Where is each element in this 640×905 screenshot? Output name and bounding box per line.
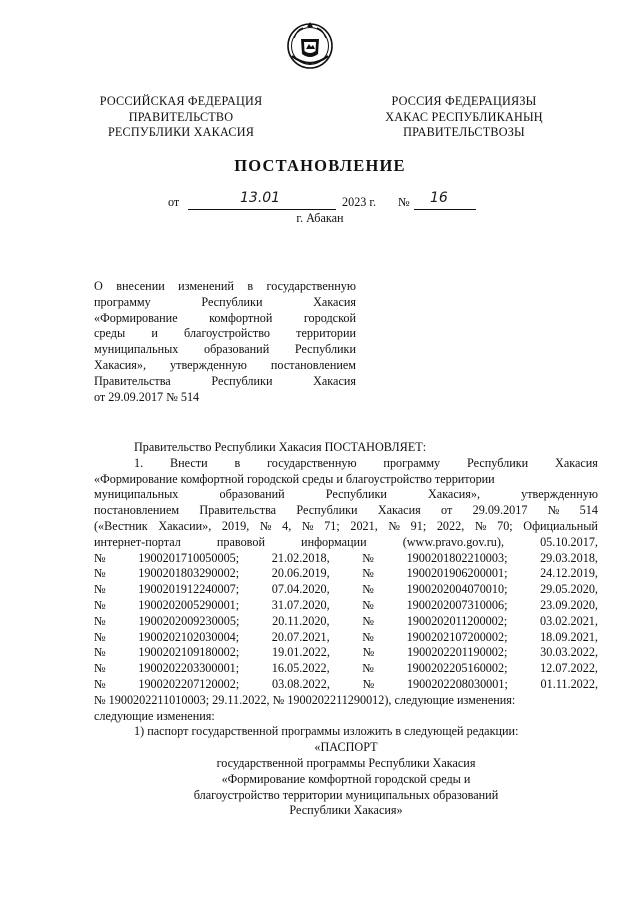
registry-row (94, 645, 598, 661)
registry-cell: № (94, 582, 106, 597)
registry-cell: 24.12.2019, (540, 566, 598, 581)
word: № (547, 503, 560, 518)
word: 4, (282, 518, 292, 533)
header-left-line: РЕСПУБЛИКИ ХАКАСИЯ (107, 125, 255, 139)
registry-cell: № (94, 613, 106, 628)
registry-cell: № (362, 550, 374, 565)
registry-cell: 1900202102030004; (138, 629, 240, 644)
header-right-line: ПРАВИТЕЛЬСТВОЗЫ (403, 125, 525, 139)
registry-cell: № (362, 629, 374, 644)
registry-cell: № (94, 661, 106, 676)
registry-cell: 1900202004070010; (406, 582, 508, 597)
word: интернет-портал (94, 534, 181, 549)
registry-cell: № (362, 582, 374, 597)
registry-cell: 1900201710050005; (138, 550, 240, 565)
registry-cell: 03.02.2021, (540, 613, 598, 628)
registry-cell: 23.09.2020, (540, 597, 598, 612)
registry-cell: 1900202208030001; (406, 676, 508, 691)
registry-cell: № (362, 661, 374, 676)
registry-cell: 16.05.2022, (271, 661, 330, 676)
subject-line: муниципальных образований Республики (94, 342, 356, 357)
registry-cell: 1900202005290001; (138, 597, 240, 612)
registry-cell: 20.06.2019, (271, 566, 330, 581)
registry-cell: 1900202109180002; (138, 645, 240, 660)
paragraph-line: «Формирование комфортной городской среды и благоустройство территории (94, 471, 495, 486)
word: образований (219, 487, 285, 502)
word: 1. (134, 455, 144, 470)
word: 514 (579, 503, 598, 518)
word: № (301, 518, 314, 533)
registry-row (94, 661, 598, 677)
registry-cell: 01.11.2022, (540, 676, 598, 691)
registry-cell: № (94, 629, 106, 644)
registry-cell: 21.02.2018, (271, 550, 330, 565)
word: Республики (467, 455, 529, 470)
subject-line: О внесении изменений в государственную (94, 279, 356, 293)
paragraph-line (94, 535, 598, 551)
registry-cell: № (94, 597, 106, 612)
subject-line: программу Республики Хакасия (94, 294, 356, 309)
word: 2022, (436, 518, 465, 533)
word: («Вестник (94, 518, 148, 533)
subject-line: Правительства Республики Хакасия (94, 373, 356, 388)
registry-cell: 1900202007310006; (406, 597, 508, 612)
registry-cell: 03.08.2022, (271, 676, 330, 691)
word: государственную (267, 455, 357, 470)
registry-cell: 12.07.2022, (540, 661, 598, 676)
body-text (94, 440, 598, 819)
subject-line: среды и благоустройство территории (94, 326, 356, 341)
word: муниципальных (94, 487, 179, 502)
registry-cell: № (94, 676, 106, 691)
coat-of-arms-emblem (285, 18, 335, 72)
word: № (474, 518, 487, 533)
registry-cell: № (362, 645, 375, 660)
word: 05.10.2017, (540, 534, 598, 549)
word: № (388, 518, 401, 533)
registry-cell: № (362, 566, 374, 581)
header-left-line: ПРАВИТЕЛЬСТВО (128, 109, 234, 124)
year-label: 2023 г. (342, 195, 377, 209)
word: от (441, 503, 453, 518)
registry-cell: 20.11.2020, (272, 613, 330, 628)
word: информации (301, 534, 367, 549)
word: Республики (296, 503, 358, 518)
registry-cell: 1900202009230005; (138, 613, 240, 628)
passport-line: Республики Хакасия» (289, 803, 403, 818)
header-right-kjh (366, 94, 562, 141)
registry-cell: 1900201906200001; (406, 566, 508, 581)
paragraph-line (94, 503, 598, 519)
paragraph-line (94, 519, 598, 535)
passport-line: «Формирование комфортной городской среды и (221, 771, 471, 786)
registry-cell: № (362, 676, 375, 691)
subject-line: «Формирование комфортной городской (94, 310, 356, 325)
document-title: ПОСТАНОВЛЕНИЕ (234, 156, 406, 175)
passport-line: государственной программы Республики Хакасия (216, 755, 476, 770)
registry-cell: 1900202207120002; (138, 676, 240, 691)
registry-cell: 1900202201190002; (406, 645, 508, 660)
passport-line: благоустройство территории муниципальных образований (193, 787, 499, 802)
registry-cell: 18.09.2021, (540, 629, 598, 644)
header-left-ru (88, 94, 274, 141)
registry-cell: 19.01.2022, (271, 645, 330, 660)
registry-cell: 1900201912240007; (138, 582, 240, 597)
registry-row (94, 614, 598, 630)
from-label: от (168, 195, 180, 209)
registry-row (94, 598, 598, 614)
registry-cell: 1900201803290002; (138, 566, 240, 581)
word: 70; (497, 518, 513, 533)
city-label: г. Абакан (296, 211, 344, 225)
word: Правительства (199, 503, 277, 518)
header-right-line: ХАКАС РЕСПУБЛИКАНЫҢ (385, 109, 543, 124)
registry-cell: 1900202203300001; (138, 661, 240, 676)
registry-row (94, 551, 598, 567)
word: (www.pravo.gov.ru), (402, 534, 504, 549)
registry-row (94, 630, 598, 646)
word: Республики (325, 487, 387, 502)
header-left-line: РОССИЙСКАЯ ФЕДЕРАЦИЯ (99, 94, 263, 108)
registry-cell: 30.03.2022, (540, 645, 598, 660)
registry-row (94, 582, 598, 598)
word: Хакасия (377, 503, 421, 518)
registry-cell: 1900202205160002; (406, 661, 508, 676)
passport-line: «ПАСПОРТ (314, 740, 378, 755)
paragraph-line (94, 693, 598, 709)
word: 2019, (221, 518, 250, 533)
word: Внести (170, 455, 208, 470)
word: Официальный (523, 518, 598, 533)
date-number-line (168, 190, 488, 213)
registry-cell: № (362, 613, 375, 628)
word: в (234, 455, 241, 470)
registry-cell: 1900202107200002; (406, 629, 508, 644)
subject-block (94, 279, 356, 405)
registry-row (94, 677, 598, 693)
resolves-line: Правительство Республики Хакасия ПОСТАНОВЛЯЕТ: (134, 440, 427, 454)
word: Хакасия», (427, 487, 481, 502)
tail-text: № 1900202211010003; 29.11.2022, № 1900202211290012), следующие изменения: (94, 692, 516, 707)
word: 71; (324, 518, 340, 533)
word: утвержденную (521, 487, 598, 502)
registry-cell: 31.07.2020, (271, 597, 330, 612)
paragraph-line: следующие изменения: (94, 708, 215, 723)
registry-cell: 1900202011200002; (406, 613, 508, 628)
header-right-line: РОССИЯ ФЕДЕРАЦИЯЗЫ (391, 94, 537, 108)
registry-cell: № (94, 645, 106, 660)
word: № (259, 518, 272, 533)
handwritten-number: 16 (430, 190, 448, 206)
registry-cell: 1900201802210003; (406, 550, 508, 565)
registry-cell: 29.05.2020, (540, 582, 598, 597)
word: Хакасии», (158, 518, 212, 533)
handwritten-date: 13.01 (240, 190, 281, 206)
word: 2021, (350, 518, 378, 533)
subitem-line: 1) паспорт государственной программы изложить в следующей редакции: (134, 724, 519, 739)
registry-row (94, 566, 598, 582)
word: Хакасия (555, 455, 598, 470)
word: правовой (216, 534, 265, 549)
paragraph-line (94, 456, 598, 472)
word: 91; (410, 518, 427, 533)
registry-cell: № (362, 597, 374, 612)
registry-cell: 07.04.2020, (271, 582, 330, 597)
paragraph-line (94, 487, 598, 503)
word: программу (383, 455, 441, 470)
registry-cell: 20.07.2021, (271, 629, 330, 644)
word: 29.09.2017 (472, 503, 528, 518)
subject-line: Хакасия», утвержденную постановлением (94, 357, 356, 372)
registry-list (94, 551, 598, 693)
registry-cell: № (94, 550, 106, 565)
number-sign: № (398, 195, 410, 209)
word: постановлением (94, 503, 180, 518)
registry-cell: 29.03.2018, (540, 550, 598, 565)
registry-cell: № (94, 566, 106, 581)
subject-line: от 29.09.2017 № 514 (94, 389, 200, 404)
